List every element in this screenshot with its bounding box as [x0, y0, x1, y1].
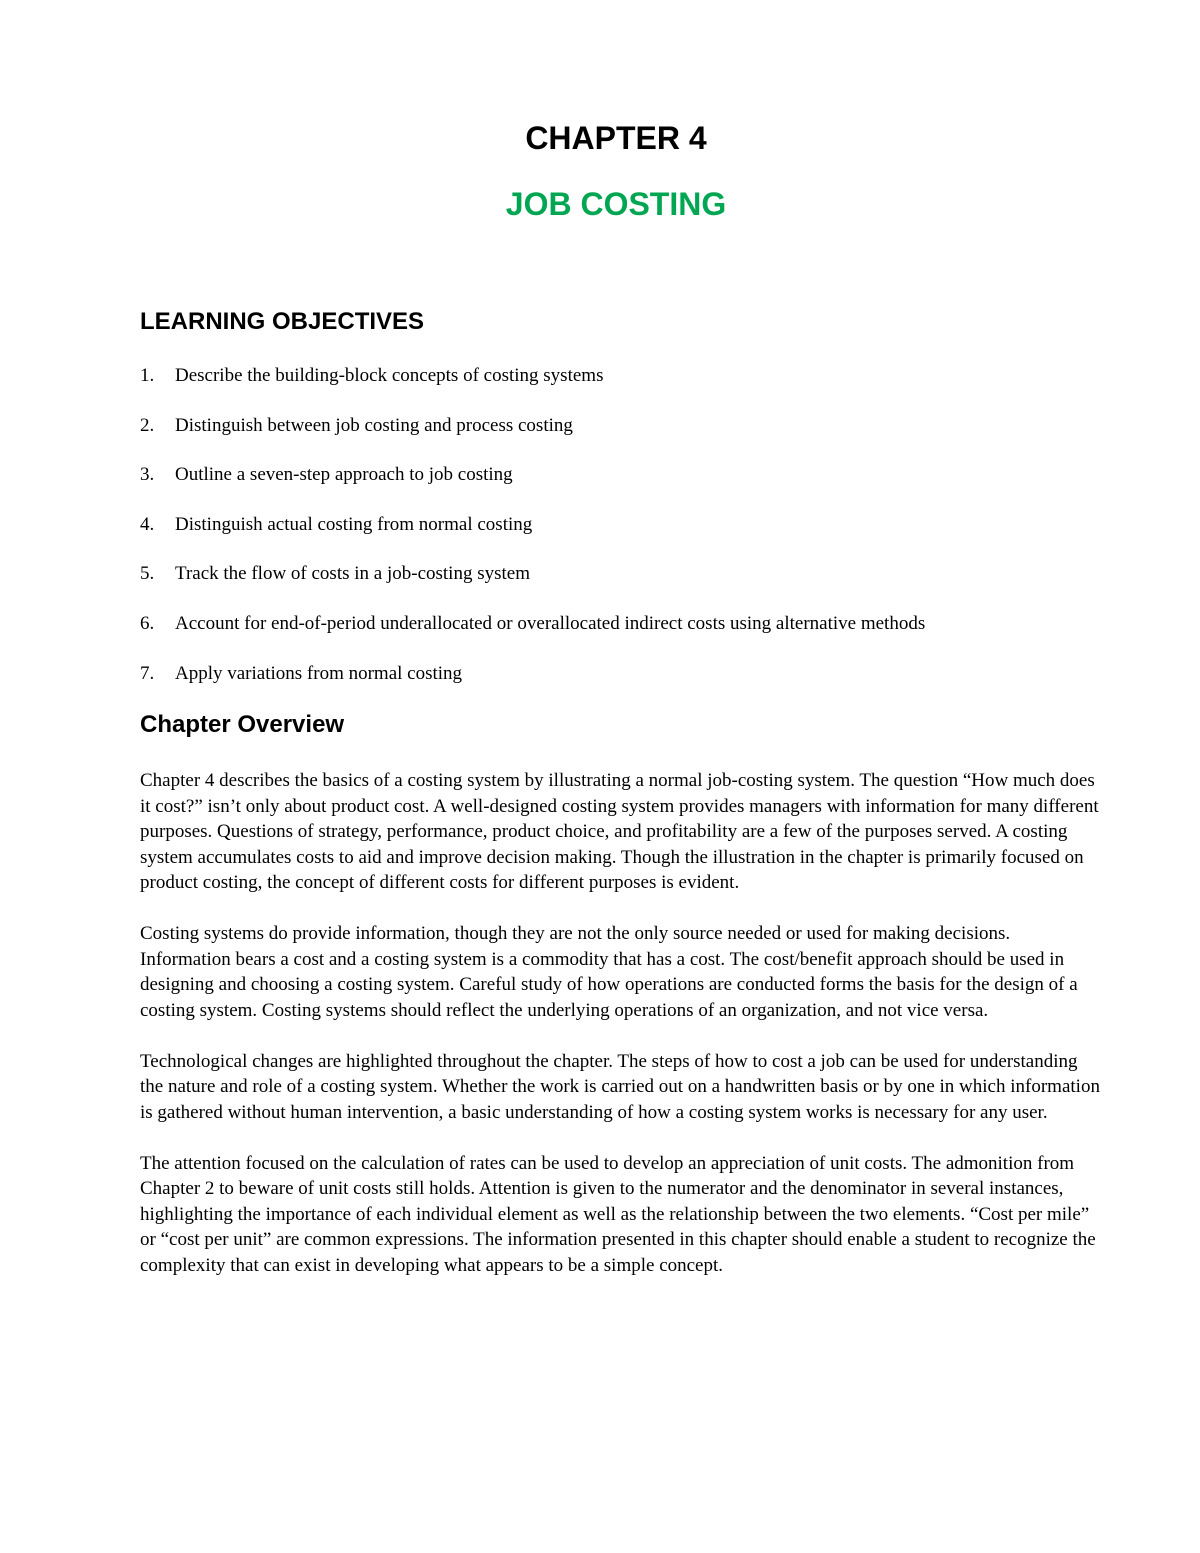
chapter-label: CHAPTER 4	[525, 120, 707, 156]
learning-objectives-heading: LEARNING OBJECTIVES	[140, 308, 425, 335]
objective-number: 5.	[140, 563, 155, 585]
overview-paragraph: Costing systems do provide information, though they are not the only source needed or used for making decisions. Information bears a cost and a costing system is a commodity that has a cost. The cost/benefit approach should be used in designing and choosing a costing system. Careful study of how operations are conducted forms the basis for the design of a costing system. Costing systems should reflect the underlying operations of an organization, and not vice versa.	[140, 923, 1078, 1021]
objective-text: Distinguish actual costing from normal costing	[175, 513, 533, 535]
objective-item	[140, 511, 1100, 561]
objective-item	[140, 660, 1100, 710]
objective-text: Account for end-of-period underallocated or overallocated indirect costs using alternative methods	[175, 612, 926, 634]
objective-number: 6.	[140, 612, 155, 634]
chapter-overview-heading: Chapter Overview	[140, 711, 345, 738]
overview-paragraph: The attention focused on the calculation of rates can be used to develop an appreciation of unit costs. The admonition from Chapter 2 to beware of unit costs still holds. Attention is given to the numerator and the denominator in several instances, highlighting the importance of each individual element as well as the relationship between the two elements. “Cost per mile” or “cost per unit” are common expressions. The information presented in this chapter should enable a student to recognize the complexity that can exist in developing what appears to be a simple concept.	[140, 1152, 1096, 1276]
objective-item	[140, 362, 1100, 412]
objective-item	[140, 412, 1100, 462]
learning-objectives-list	[140, 362, 1100, 709]
objective-number: 3.	[140, 464, 155, 486]
objective-text: Describe the building-block concepts of costing systems	[175, 365, 604, 386]
objective-number: 4.	[140, 513, 155, 535]
objective-text: Distinguish between job costing and process costing	[175, 414, 573, 436]
objective-number: 1.	[140, 365, 155, 386]
objective-text: Track the flow of costs in a job-costing system	[175, 563, 530, 585]
objective-number: 2.	[140, 414, 155, 436]
objective-item	[140, 610, 1100, 660]
objective-text: Apply variations from normal costing	[175, 662, 463, 684]
chapter-overview-body	[140, 768, 1100, 1304]
overview-paragraph: Technological changes are highlighted throughout the chapter. The steps of how to cost a job can be used for understanding the nature and role of a costing system. Whether the work is carried out on a handwritten basis or by one in which information is gathered without human intervention, a basic understanding of how a costing system works is necessary for any user.	[140, 1050, 1100, 1123]
objective-text: Outline a seven-step approach to job costing	[175, 464, 513, 486]
objective-number: 7.	[140, 662, 155, 684]
chapter-title: JOB COSTING	[505, 186, 727, 222]
objective-item	[140, 461, 1100, 511]
overview-paragraph: Chapter 4 describes the basics of a costing system by illustrating a normal job-costing system. The question “How much does it cost?” isn’t only about product cost. A well-designed costing system provides managers with information for many different purposes. Questions of strategy, performance, product choice, and profitability are a few of the purposes served. A costing system accumulates costs to aid and improve decision making. Though the illustration in the chapter is primarily focused on product costing, the concept of different costs for different purposes is evident.	[140, 770, 1099, 893]
objective-item	[140, 560, 1100, 610]
